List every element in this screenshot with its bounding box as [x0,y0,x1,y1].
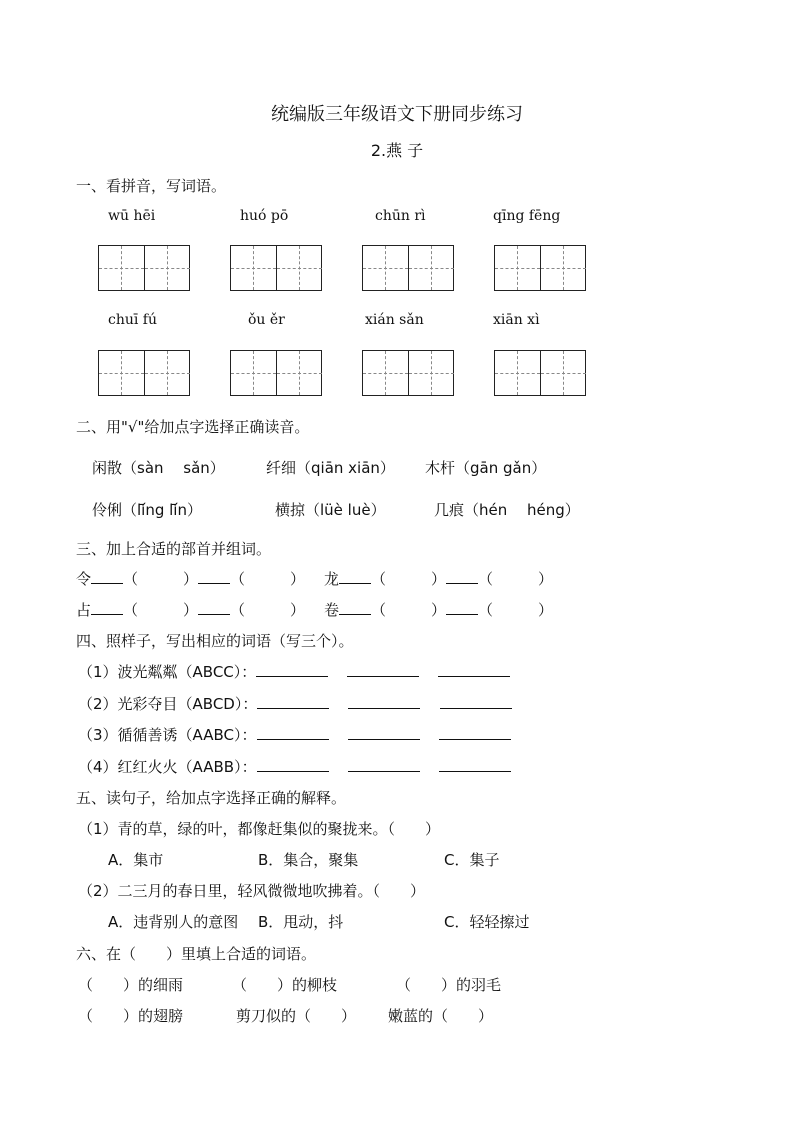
pinyin-1: wū hēi [108,208,156,224]
radical-row-1-left [76,568,305,589]
writing-grid-1[interactable] [98,245,190,291]
word-paren[interactable]: （ ） [478,601,554,619]
answer-blank[interactable] [439,724,511,740]
writing-grid-8[interactable] [494,350,586,396]
section-3-heading: 三、加上合适的部首并组词。 [76,540,272,558]
answer-blank[interactable] [440,693,512,709]
page-title: 统编版三年级语文下册同步练习 [271,104,523,125]
fill-item-3[interactable]: （ ）的羽毛 [396,976,502,994]
word-paren[interactable]: （ ） [371,570,447,588]
reading-item-6[interactable]: 几痕（hén héng） [434,501,580,519]
section-4-heading: 四、照样子，写出相应的词语（写三个）。 [76,632,354,650]
radical-char: 龙 [324,570,340,588]
writing-grid-3[interactable] [362,245,454,291]
reading-item-2[interactable]: 纤细（qiān xiān） [266,459,395,477]
radical-char: 卷 [324,601,340,619]
option-5-2-a[interactable]: A．违背别人的意图 [108,913,239,931]
answer-blank[interactable] [257,693,329,709]
pattern-row-4 [78,756,511,777]
radical-row-1-right [324,568,553,589]
writing-grid-4[interactable] [494,245,586,291]
fill-item-5[interactable]: 剪刀似的（ ） [236,1007,357,1025]
answer-blank[interactable] [256,661,328,677]
pattern-row-3 [78,724,511,745]
section-6-heading: 六、在（ ）里填上合适的词语。 [76,945,317,963]
fill-item-2[interactable]: （ ）的柳枝 [232,976,338,994]
pinyin-8: xiān xì [493,312,540,328]
radical-blank[interactable] [91,599,123,615]
pattern-row-1 [78,661,510,682]
answer-blank[interactable] [257,724,329,740]
pattern-label: （3）循循善诱（AABC）： [78,726,257,744]
radical-char: 令 [76,570,92,588]
pinyin-3: chūn rì [375,208,426,224]
fill-item-4[interactable]: （ ）的翅膀 [78,1007,184,1025]
question-5-2: （2）二三月的春日里，轻风微微地吹拂着。（ ） [78,882,426,900]
word-paren[interactable]: （ ） [123,601,199,619]
section-2-heading: 二、用"√"给加点字选择正确读音。 [76,418,310,436]
answer-blank[interactable] [439,756,511,772]
reading-item-1[interactable]: 闲散（sàn sǎn） [92,459,225,477]
answer-blank[interactable] [348,693,420,709]
radical-blank[interactable] [446,599,478,615]
option-5-1-b[interactable]: B．集合，聚集 [258,851,359,869]
word-paren[interactable]: （ ） [371,601,447,619]
writing-grid-7[interactable] [362,350,454,396]
writing-grid-2[interactable] [230,245,322,291]
pattern-row-2 [78,693,512,714]
writing-grid-5[interactable] [98,350,190,396]
pattern-label: （1）波光粼粼（ABCC）： [78,663,257,681]
answer-blank[interactable] [438,661,510,677]
radical-blank[interactable] [339,568,371,584]
word-paren[interactable]: （ ） [123,570,199,588]
option-5-1-a[interactable]: A．集市 [108,851,164,869]
writing-grid-6[interactable] [230,350,322,396]
pinyin-2: huó pō [240,208,289,224]
radical-blank[interactable] [91,568,123,584]
radical-blank[interactable] [446,568,478,584]
pattern-label: （2）光彩夺目（ABCD）： [78,695,258,713]
answer-blank[interactable] [348,724,420,740]
fill-item-6[interactable]: 嫩蓝的（ ） [388,1007,494,1025]
answer-blank[interactable] [348,756,420,772]
section-1-heading: 一、看拼音，写词语。 [76,177,227,195]
radical-blank[interactable] [339,599,371,615]
option-5-2-c[interactable]: C．轻轻擦过 [444,913,530,931]
question-5-1: （1）青的草，绿的叶，都像赶集似的聚拢来。（ ） [78,820,441,838]
radical-blank[interactable] [198,599,230,615]
answer-blank[interactable] [257,756,329,772]
section-5-heading: 五、读句子，给加点字选择正确的解释。 [76,789,347,807]
word-paren[interactable]: （ ） [478,570,554,588]
reading-item-4[interactable]: 伶俐（lí̄ng lí̄n） [92,501,202,519]
radical-char: 占 [76,601,92,619]
radical-blank[interactable] [198,568,230,584]
reading-item-5[interactable]: 横掠（lüè luè） [275,501,386,519]
lesson-title: 2.燕 子 [370,141,424,160]
word-paren[interactable]: （ ） [230,570,306,588]
option-5-2-b[interactable]: B．甩动，抖 [258,913,344,931]
pattern-label: （4）红红火火（AABB）： [78,758,257,776]
option-5-1-c[interactable]: C．集子 [444,851,500,869]
reading-item-3[interactable]: 木杆（gān gǎn） [425,459,547,477]
radical-row-2-right [324,599,553,620]
answer-blank[interactable] [347,661,419,677]
pinyin-5: chuī fú [108,312,157,328]
fill-item-1[interactable]: （ ）的细雨 [78,976,184,994]
pinyin-4: qīng fēng [493,208,561,224]
pinyin-7: xián sǎn [365,312,424,328]
word-paren[interactable]: （ ） [230,601,306,619]
radical-row-2-left [76,599,305,620]
pinyin-6: ǒu ěr [248,312,285,328]
